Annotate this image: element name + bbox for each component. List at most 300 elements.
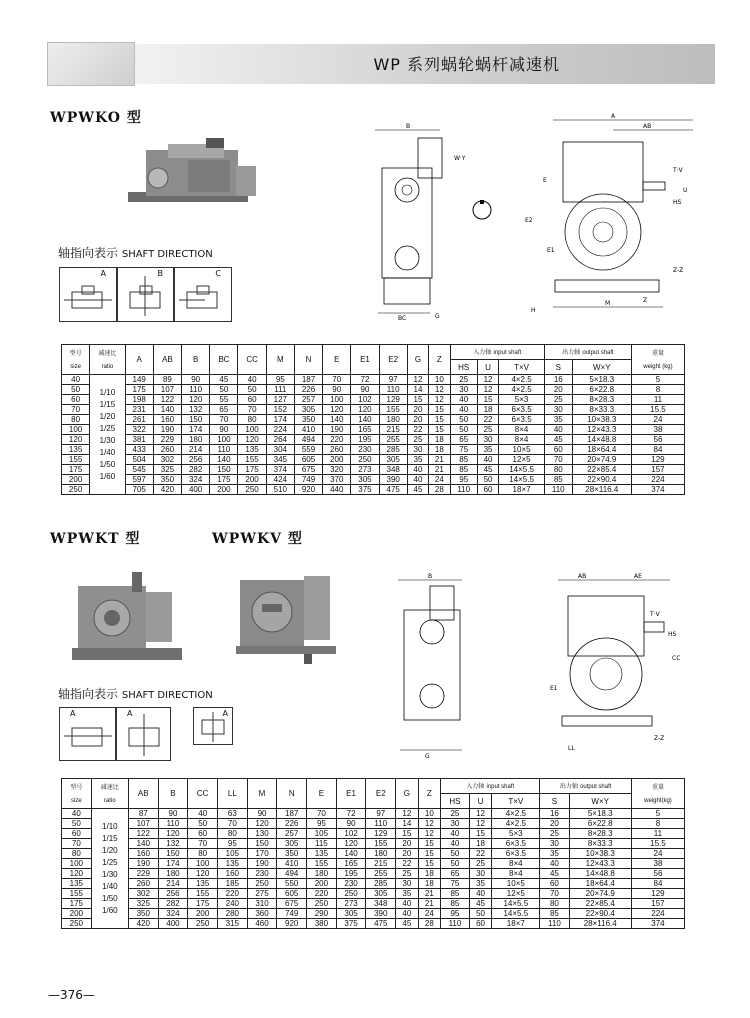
ratio-value: 1/10 [102,821,118,831]
col-header-weight [631,345,684,375]
table-cell: 97 [379,375,407,385]
table-cell: 22×90.4 [569,909,631,919]
table-cell: 8×28.3 [572,395,631,405]
table-cell: 21 [429,465,450,475]
table-cell: 10 [429,375,450,385]
table-cell: 6×3.5 [499,415,545,425]
table-cell: 155 [379,405,407,415]
spec-table-wpwko [61,344,685,495]
table-cell: 95 [266,375,294,385]
table-cell: 18 [429,435,450,445]
table-cell: 87 [128,809,158,819]
table-cell: 226 [277,819,307,829]
table-cell: 84 [631,879,684,889]
table-cell: 18 [418,869,440,879]
table-cell: 18 [477,405,498,415]
dim-hs-label: HS [673,199,682,206]
table-cell: 18×64.4 [569,879,631,889]
col-header: U [477,360,498,375]
table-cell: 155 [307,859,337,869]
table-cell: 18×64.4 [572,445,631,455]
table-cell: 324 [182,475,210,485]
table-cell: 85 [544,475,572,485]
size-cell: 100 [62,859,92,869]
dim-m-label: M [605,300,611,307]
table-cell: 80 [188,849,218,859]
table-cell: 28 [418,919,440,929]
table-cell: 122 [128,829,158,839]
table-cell: 5×3 [492,829,540,839]
shaft-diagram-b [117,267,174,322]
table-cell: 12 [407,375,428,385]
header-model-en: size [70,363,81,370]
table-cell: 16 [544,375,572,385]
table-cell: 35 [407,455,428,465]
table-cell: 157 [631,465,684,475]
table-cell: 129 [379,395,407,405]
table-cell: 250 [307,899,337,909]
table-cell: 45 [540,869,569,879]
table-cell: 100 [210,435,238,445]
table-cell: 231 [125,405,153,415]
header-input-cn: 入力轴 [466,783,485,790]
header-ratio-en: ratio [101,363,114,370]
table-cell: 18 [429,445,450,455]
size-cell: 250 [62,919,92,929]
table-cell: 45 [210,375,238,385]
table-row [62,455,685,465]
table-cell: 70 [307,809,337,819]
table-cell: 120 [188,869,218,879]
table-cell: 25 [544,395,572,405]
table-cell: 16 [540,809,569,819]
table-cell: 200 [210,485,238,495]
table-cell: 170 [247,849,277,859]
table-cell: 433 [125,445,153,455]
dim-u-label: U [683,187,688,194]
table-cell: 129 [631,889,684,899]
table-row [62,375,685,385]
table-cell: 494 [277,869,307,879]
dim-g-label: G [425,753,430,760]
table-cell: 132 [182,405,210,415]
table-cell: 18×7 [492,919,540,929]
dim-b-label: B [406,123,411,130]
table-cell: 310 [247,899,277,909]
size-cell: 135 [62,445,90,455]
table-cell: 24 [429,475,450,485]
table-cell: 174 [182,425,210,435]
col-header-model [62,345,90,375]
ratio-value: 1/20 [99,411,116,421]
table-row [62,465,685,475]
table-cell: 14×48.8 [569,869,631,879]
table-cell: 374 [631,919,684,929]
table-cell: 345 [266,455,294,465]
table-cell: 135 [217,859,247,869]
col-header: T×V [492,794,540,809]
table-cell: 15 [418,849,440,859]
table-cell: 20×74.9 [569,889,631,899]
table-cell: 260 [153,445,181,455]
table-cell: 35 [540,849,569,859]
table-cell: 390 [379,475,407,485]
table-cell: 15 [418,859,440,869]
table-cell: 25 [407,435,428,445]
table-cell: 12×43.3 [569,859,631,869]
table-cell: 22×90.4 [572,475,631,485]
diagram-label-b: B [157,269,163,278]
table-cell: 180 [158,869,188,879]
table-row [62,859,685,869]
header-weight-cn: 重量 [651,350,664,357]
table-cell: 174 [158,859,188,869]
table-cell: 25 [469,859,491,869]
table-cell: 224 [631,909,684,919]
table-cell: 40 [238,375,266,385]
table-cell: 102 [351,395,379,405]
table-cell: 424 [266,475,294,485]
table-cell: 56 [631,869,684,879]
table-cell: 40 [450,395,477,405]
table-cell: 374 [266,465,294,475]
ratio-cell [91,809,128,929]
size-cell: 40 [62,809,92,819]
table-cell: 375 [336,919,366,929]
gearbox-thumbnail [47,42,135,86]
table-cell: 6×3.5 [499,405,545,415]
table-cell: 65 [450,435,477,445]
dim-e-label: E [543,177,547,184]
table-cell: 40 [407,475,428,485]
table-row [62,485,685,495]
table-cell: 325 [128,899,158,909]
table-cell: 120 [351,405,379,415]
table-cell: 15.5 [631,405,684,415]
size-cell: 50 [62,819,92,829]
table-cell: 350 [128,909,158,919]
table-cell: 8×33.3 [572,405,631,415]
table-cell: 250 [247,879,277,889]
table-cell: 45 [544,435,572,445]
col-header: B [158,779,188,809]
col-header: E [307,779,337,809]
table-cell: 15 [429,415,450,425]
col-header: AB [153,345,181,375]
table-cell: 198 [125,395,153,405]
col-header: W×Y [569,794,631,809]
ratio-value: 1/50 [102,893,118,903]
table-cell: 675 [294,465,322,475]
table-cell: 374 [631,485,684,495]
table-cell: 8×4 [499,425,545,435]
table-cell: 214 [158,879,188,889]
table-cell: 70 [544,455,572,465]
table-cell: 50 [477,475,498,485]
table-cell: 282 [158,899,188,909]
table-cell: 60 [469,919,491,929]
table-cell: 127 [266,395,294,405]
section-title-wpwkv: WPWKV 型 [212,531,303,547]
table-cell: 95 [217,839,247,849]
table-cell: 559 [294,445,322,455]
table-cell: 45 [407,485,428,495]
col-header: T×V [499,360,545,375]
table-cell: 400 [182,485,210,495]
table-cell: 348 [366,899,396,909]
table-cell: 50 [188,819,218,829]
table-cell: 15 [396,829,418,839]
table-cell: 22×85.4 [569,899,631,909]
table-cell: 100 [188,859,218,869]
table-cell: 165 [336,859,366,869]
shaft-section-detail-1 [462,190,502,230]
table-cell: 214 [182,445,210,455]
table-cell: 475 [366,919,396,929]
dim-ab-label: AB [643,123,652,130]
table-cell: 150 [247,839,277,849]
table-cell: 175 [238,465,266,475]
shaft-diagram-a [59,267,117,322]
dim-bc-label: BC [398,315,407,322]
table-cell: 100 [238,425,266,435]
col-header: LL [217,779,247,809]
table-cell: 4×2.5 [499,375,545,385]
table-cell: 70 [188,839,218,849]
table-cell: 749 [277,909,307,919]
table-cell: 18 [418,879,440,889]
technical-drawing-front-1 [523,112,703,328]
size-cell: 100 [62,425,90,435]
table-cell: 12 [469,819,491,829]
table-cell: 304 [266,445,294,455]
table-cell: 90 [247,809,277,819]
technical-drawing-side-2 [370,570,490,760]
table-cell: 187 [277,809,307,819]
col-group-input [441,779,540,794]
table-cell: 10×5 [492,879,540,889]
diagram-label-a: A [70,709,76,718]
table-row [62,919,685,929]
table-cell: 195 [351,435,379,445]
table-cell: 140 [153,405,181,415]
table-cell: 8 [631,819,684,829]
table-cell: 90 [351,385,379,395]
table-cell: 440 [323,485,351,495]
size-cell: 60 [62,829,92,839]
table-cell: 12×43.3 [572,425,631,435]
table-cell: 8×4 [492,869,540,879]
table-cell: 130 [247,829,277,839]
table-cell: 14×5.5 [499,475,545,485]
table-cell: 675 [277,899,307,909]
size-cell: 175 [62,465,90,475]
table-cell: 129 [631,455,684,465]
table-row [62,839,685,849]
table-cell: 50 [441,849,470,859]
dim-a-label: A [611,113,616,120]
col-header: CC [188,779,218,809]
table-cell: 320 [323,465,351,475]
table-cell: 261 [125,415,153,425]
table-cell: 110 [158,819,188,829]
table-cell: 50 [441,859,470,869]
table-cell: 10 [418,809,440,819]
table-cell: 360 [247,909,277,919]
table-cell: 95 [441,909,470,919]
table-cell: 12×5 [499,455,545,465]
table-cell: 5×18.3 [569,809,631,819]
table-cell: 920 [277,919,307,929]
ratio-value: 1/50 [99,459,116,469]
page-title: WP 系列蜗轮蜗杆减速机 [373,55,560,74]
table-cell: 20 [396,849,418,859]
table-cell: 30 [396,879,418,889]
col-header: Z [418,779,440,809]
col-header: U [469,794,491,809]
table-cell: 190 [323,425,351,435]
table-cell: 15 [429,405,450,415]
col-header: A [125,345,153,375]
table-cell: 12 [429,385,450,395]
table-cell: 90 [182,375,210,385]
size-cell: 40 [62,375,90,385]
table-cell: 273 [336,899,366,909]
table-cell: 25 [396,869,418,879]
table-cell: 160 [153,415,181,425]
table-cell: 50 [210,385,238,395]
table-cell: 20 [540,819,569,829]
table-cell: 305 [294,405,322,415]
table-cell: 56 [631,435,684,445]
table-row [62,425,685,435]
table-cell: 605 [277,889,307,899]
table-cell: 400 [158,919,188,929]
size-cell: 200 [62,909,92,919]
table-cell: 705 [125,485,153,495]
table-cell: 6×22.8 [569,819,631,829]
table-cell: 256 [182,455,210,465]
table-cell: 350 [294,415,322,425]
ratio-value: 1/30 [99,435,116,445]
table-cell: 215 [379,425,407,435]
table-cell: 325 [153,465,181,475]
table-cell: 70 [210,415,238,425]
table-cell: 63 [217,809,247,819]
table-cell: 180 [379,415,407,425]
table-cell: 175 [210,475,238,485]
table-cell: 175 [125,385,153,395]
table-cell: 226 [294,385,322,395]
table-cell: 110 [441,919,470,929]
shaft-direction-cn: 轴指向表示 [58,687,119,701]
table-cell: 30 [450,385,477,395]
table-cell: 38 [631,859,684,869]
table-cell: 50 [450,425,477,435]
table-cell: 6×3.5 [492,849,540,859]
col-header: N [277,779,307,809]
table-row [62,819,685,829]
table-cell: 110 [182,385,210,395]
table-cell: 30 [469,869,491,879]
dim-zz-label: Z-Z [673,267,684,274]
ratio-value: 1/30 [102,869,118,879]
table-cell: 90 [336,819,366,829]
shaft-direction-cn: 轴指向表示 [58,246,119,260]
table-cell: 110 [450,485,477,495]
table-cell: 12 [429,395,450,405]
table-row [62,809,685,819]
table-cell: 85 [441,889,470,899]
col-header: E1 [351,345,379,375]
table-cell: 11 [631,395,684,405]
table-cell: 140 [128,839,158,849]
header-model-cn: 型号 [69,350,82,357]
table-cell: 350 [153,475,181,485]
table-cell: 8×28.3 [569,829,631,839]
table-cell: 21 [418,899,440,909]
table-cell: 110 [540,919,569,929]
header-input-en: input shaft [486,783,515,790]
table-cell: 25 [441,809,470,819]
table-cell: 140 [351,415,379,425]
table-cell: 24 [418,909,440,919]
table-cell: 180 [366,849,396,859]
table-cell: 200 [307,879,337,889]
table-cell: 20 [544,385,572,395]
table-cell: 35 [396,889,418,899]
table-cell: 100 [323,395,351,405]
table-cell: 180 [182,435,210,445]
table-cell: 55 [210,395,238,405]
table-cell: 30 [540,839,569,849]
table-cell: 35 [544,415,572,425]
size-cell: 250 [62,485,90,495]
table-cell: 72 [351,375,379,385]
table-cell: 230 [247,869,277,879]
table-cell: 105 [217,849,247,859]
table-cell: 155 [366,839,396,849]
table-cell: 28×116.4 [569,919,631,929]
table-cell: 140 [336,849,366,859]
table-cell: 22×85.4 [572,465,631,475]
table-cell: 5×3 [499,395,545,405]
table-cell: 105 [307,829,337,839]
dim-ab-label: AB [578,573,587,580]
table-cell: 14×48.8 [572,435,631,445]
table-cell: 110 [379,385,407,395]
table-cell: 190 [247,859,277,869]
dim-g-label: G [435,313,440,320]
col-group-output [540,779,632,794]
dim-tv-label: T·V [650,611,660,618]
ratio-value: 1/60 [102,905,118,915]
table-cell: 10×38.3 [572,415,631,425]
table-cell: 72 [336,809,366,819]
table-cell: 273 [351,465,379,475]
header-model-en: size [71,797,82,804]
table-cell: 10×38.3 [569,849,631,859]
table-cell: 85 [540,909,569,919]
table-cell: 70 [217,819,247,829]
table-cell: 257 [277,829,307,839]
table-cell: 215 [366,859,396,869]
shaft-direction-label-1 [58,244,213,261]
table-cell: 28 [429,485,450,495]
table-cell: 30 [544,405,572,415]
table-cell: 348 [379,465,407,475]
table-cell: 21 [429,455,450,465]
